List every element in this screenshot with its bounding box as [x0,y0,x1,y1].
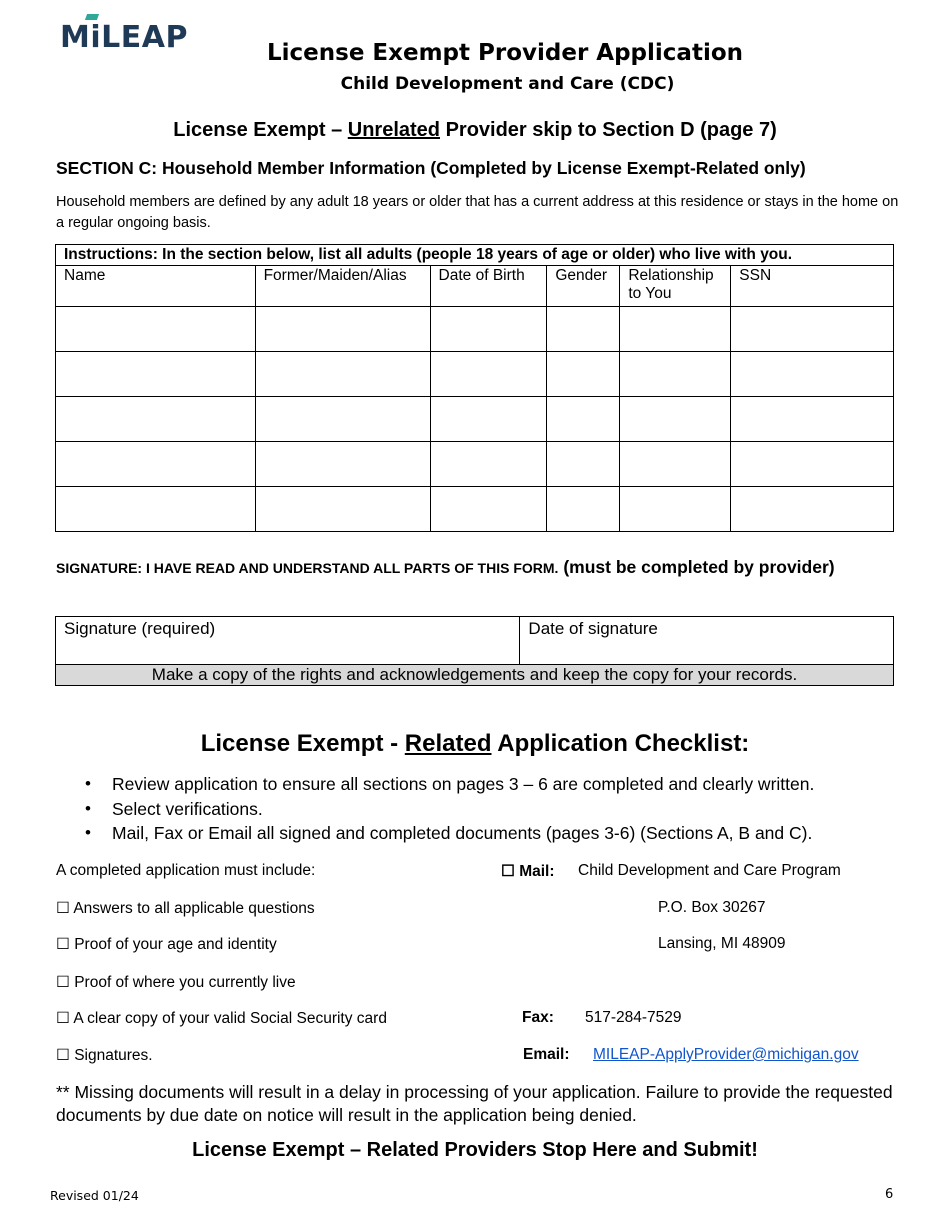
mail-address-line-1: Child Development and Care Program [578,862,841,879]
revision-date: Revised 01/24 [50,1188,139,1203]
col-header-relationship: Relationship to You [620,266,731,307]
gender-cell[interactable] [547,307,620,352]
checklist-title: License Exempt - Related Application Checklist: [200,730,750,757]
name-cell[interactable] [56,487,256,532]
alias-cell[interactable] [255,442,430,487]
table-instructions: Instructions: In the section below, list all adults (people 18 years of age or older) who live with you. [56,245,894,266]
must-include-label: A completed application must include: [56,862,316,879]
alias-cell[interactable] [255,307,430,352]
mail-option[interactable]: ☐ Mail: [501,863,555,880]
relationship-cell[interactable] [620,442,731,487]
fax-number: 517-284-7529 [585,1009,682,1026]
ssn-cell[interactable] [731,352,894,397]
relationship-cell[interactable] [620,397,731,442]
dob-cell[interactable] [430,442,547,487]
copy-note: Make a copy of the rights and acknowledgements and keep the copy for your records. [56,665,894,686]
graduation-cap-icon [85,14,99,20]
col-header-ssn: SSN [731,266,894,307]
name-cell[interactable] [56,352,256,397]
ssn-cell[interactable] [731,307,894,352]
col-header-alias: Former/Maiden/Alias [255,266,430,307]
relationship-cell[interactable] [620,307,731,352]
page-title: License Exempt Provider Application [266,40,743,66]
gender-cell[interactable] [547,352,620,397]
dob-cell[interactable] [430,307,547,352]
relationship-cell[interactable] [620,352,731,397]
dob-cell[interactable] [430,352,547,397]
checklist-item-answers[interactable]: ☐ Answers to all applicable questions [56,900,315,917]
missing-documents-warning: ** Missing documents will result in a delay in processing of your application. Failure to provide the requested documents by due date on notice will result in the application being denied. [56,1082,893,1125]
table-row [56,442,894,487]
dob-cell[interactable] [430,487,547,532]
list-item: • Mail, Fax or Email all signed and completed documents (pages 3-6) (Sections A, B and C). [112,822,814,847]
household-member-table [55,244,894,532]
gender-cell[interactable] [547,487,620,532]
table-row [56,352,894,397]
relationship-cell[interactable] [620,487,731,532]
signature-field[interactable] [56,617,520,665]
email-label: Email: [523,1046,570,1063]
section-c-description: Household members are defined by any adult 18 years or older that has a current address at this residence or stays in the home on a regular ongoing basis. [56,194,899,231]
dob-cell[interactable] [430,397,547,442]
checklist-item-signatures[interactable]: ☐ Signatures. [56,1047,153,1064]
ssn-cell[interactable] [731,442,894,487]
name-cell[interactable] [56,442,256,487]
signature-date-field[interactable] [520,617,894,665]
signature-table [55,616,894,686]
gender-cell[interactable] [547,397,620,442]
gender-cell[interactable] [547,442,620,487]
alias-cell[interactable] [255,487,430,532]
alias-cell[interactable] [255,352,430,397]
col-header-name: Name [56,266,256,307]
col-header-dob: Date of Birth [430,266,547,307]
page-subtitle: Child Development and Care (CDC) [340,74,675,94]
name-cell[interactable] [56,397,256,442]
email-link[interactable]: MILEAP-ApplyProvider@michigan.gov [593,1046,859,1063]
stop-notice: License Exempt – Related Providers Stop Here and Submit! [192,1139,758,1161]
col-header-gender: Gender [547,266,620,307]
ssn-cell[interactable] [731,397,894,442]
checklist-item-ssn-card[interactable]: ☐ A clear copy of your valid Social Security card [56,1010,387,1027]
signature-label: Signature (required) [64,619,216,638]
section-c-heading: SECTION C: Household Member Information (Completed by License Exempt-Related only) [56,158,806,178]
table-row [56,397,894,442]
signature-heading: SIGNATURE: I HAVE READ AND UNDERSTAND ALL PARTS OF THIS FORM. (must be completed by provider) [56,557,835,577]
ssn-cell[interactable] [731,487,894,532]
skip-notice: License Exempt – Unrelated Provider skip to Section D (page 7) [173,119,777,141]
page-number: 6 [885,1187,894,1202]
name-cell[interactable] [56,307,256,352]
alias-cell[interactable] [255,397,430,442]
signature-date-label: Date of signature [528,619,658,638]
logo-text: MiLEAP [60,20,188,55]
table-header-row [56,266,894,307]
table-row [56,487,894,532]
fax-label: Fax: [522,1009,554,1026]
list-item: • Select verifications. [112,798,814,823]
checklist-item-residence[interactable]: ☐ Proof of where you currently live [56,974,296,991]
checklist-item-age-identity[interactable]: ☐ Proof of your age and identity [56,936,277,953]
table-row [56,307,894,352]
mail-address-line-2: P.O. Box 30267 [658,899,766,916]
list-item: • Review application to ensure all sections on pages 3 – 6 are completed and clearly written. [112,773,814,798]
checklist-bullets [112,773,814,847]
mail-address-line-3: Lansing, MI 48909 [658,935,786,952]
